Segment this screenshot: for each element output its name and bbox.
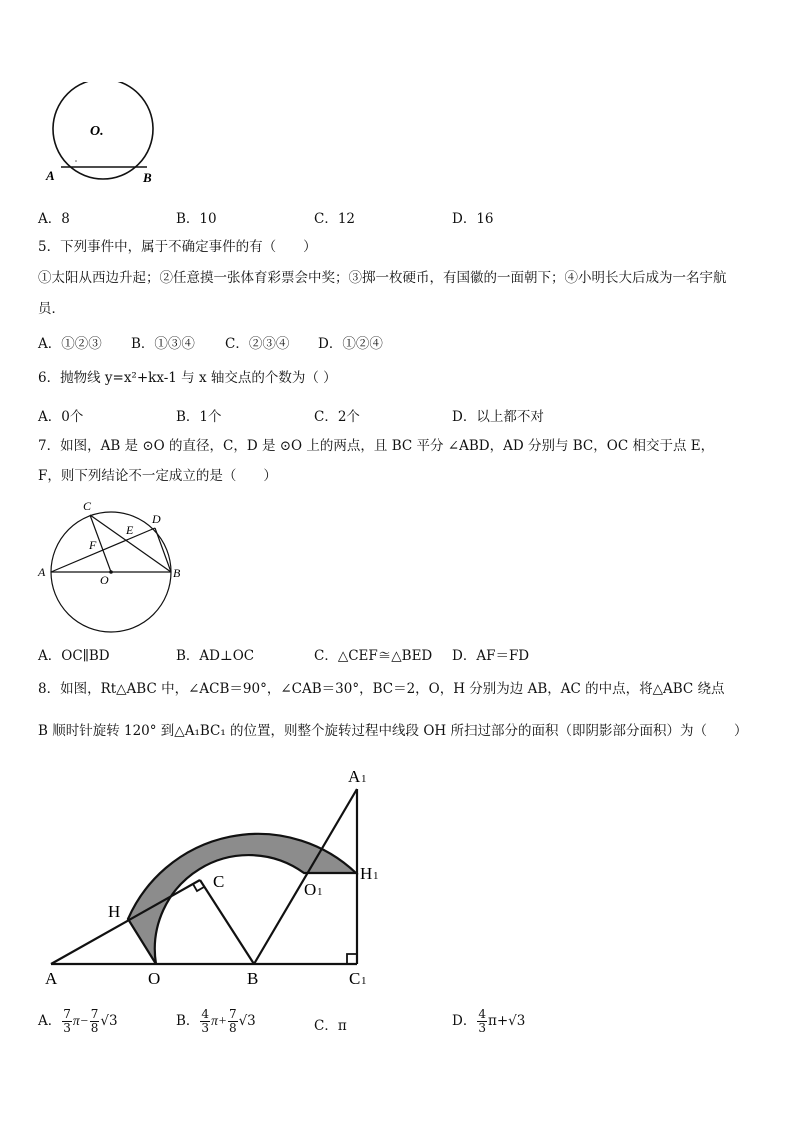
q5-body-line1: ①太阳从西边升起；②任意摸一张体育彩票会中奖；③掷一枚硬币，有国徽的一面朝下；④小明长大后成为一名宇航	[38, 270, 727, 286]
q8-label-c1-sub: 1	[361, 975, 367, 987]
q8-label-a1: A	[348, 767, 361, 786]
q5-option-a: A．①②③	[38, 336, 102, 352]
label-a: A	[46, 168, 55, 183]
q7-label-e: E	[126, 523, 134, 537]
q8-option-b	[176, 1008, 256, 1035]
q8-a-tail: √3	[100, 1013, 118, 1029]
q8-a-mid: π−	[72, 1013, 89, 1028]
segment-bd	[155, 528, 171, 572]
q8-label-b: B	[247, 969, 259, 988]
q6-option-d: D．以上都不对	[452, 409, 544, 425]
q8-option-c: C．π	[314, 1018, 347, 1034]
circle-figure-1	[40, 82, 170, 190]
line-a-c	[51, 880, 200, 964]
q8-label-c: C	[213, 872, 225, 891]
q4-option-a: A．8	[38, 211, 70, 227]
q8-label-h1-sub: 1	[373, 870, 379, 882]
q7-stem-line2: F，则下列结论不一定成立的是（ ）	[38, 468, 277, 484]
frac-den: 8	[228, 1021, 237, 1035]
q6-stem: 6．抛物线 y=x²+kx-1 与 x 轴交点的个数为（ ）	[38, 370, 337, 386]
q8-b-prefix: B．	[176, 1013, 200, 1029]
q8-label-a: A	[45, 969, 58, 988]
q7-label-b: B	[173, 566, 181, 580]
q8-a-frac1	[62, 1008, 72, 1035]
q7-option-c: C．△CEF≅△BED	[314, 648, 433, 664]
frac-num: 7	[63, 1007, 71, 1021]
frac-num: 7	[90, 1007, 99, 1021]
line-c-b	[200, 880, 254, 964]
label-b: B	[143, 170, 152, 185]
q8-label-h: H	[108, 902, 121, 921]
q8-b-mid: π+	[211, 1013, 227, 1028]
q8-b-frac2	[228, 1008, 238, 1035]
q7-label-o: O	[100, 573, 109, 587]
q8-a-prefix: A．	[38, 1013, 62, 1029]
q7-label-d: D	[152, 512, 161, 526]
frac-den: 3	[478, 1021, 486, 1035]
q5-option-c: C．②③④	[225, 336, 290, 352]
q4-option-d: D．16	[452, 211, 494, 227]
q7-label-c: C	[83, 499, 92, 513]
q7-option-d: D．AF＝FD	[452, 648, 530, 664]
frac-num: 7	[228, 1007, 237, 1021]
q8-label-h1: H	[360, 864, 373, 883]
q8-label-a1-sub: 1	[361, 773, 367, 785]
q5-stem: 5．下列事件中，属于不确定事件的有（ ）	[38, 239, 317, 255]
q7-label-a: A	[38, 565, 46, 579]
frac-den: 3	[63, 1021, 71, 1035]
frac-num: 4	[478, 1007, 486, 1021]
q8-figure	[30, 755, 400, 995]
q6-option-b: B．1个	[176, 409, 222, 425]
q7-option-a: A．OC∥BD	[38, 648, 110, 664]
q8-label-o: O	[148, 969, 161, 988]
q8-option-a	[38, 1008, 118, 1035]
q6-option-a: A．0个	[38, 409, 84, 425]
q7-label-f: F	[89, 538, 97, 552]
q8-label-o1: O	[304, 880, 317, 899]
q8-option-d	[452, 1008, 525, 1035]
q8-b-tail: √3	[238, 1013, 256, 1029]
q7-stem-line1: 7．如图，AB 是 ⊙O 的直径，C，D 是 ⊙O 上的两点，且 BC 平分 ∠ABD，AD 分别与 BC，OC 相交于点 E，	[38, 438, 715, 454]
q8-d-frac1	[477, 1008, 487, 1035]
q7-option-b: B．AD⊥OC	[176, 648, 255, 664]
q8-a-frac2	[90, 1008, 100, 1035]
label-center-o: O.	[90, 124, 104, 139]
q4-option-b: B．10	[176, 211, 217, 227]
line-b-a1	[254, 789, 357, 964]
right-angle-c1	[347, 954, 357, 964]
q8-b-frac1	[200, 1008, 210, 1035]
q7-figure	[34, 496, 194, 636]
q8-d-tail: π+√3	[487, 1013, 526, 1029]
q5-body-line2: 员．	[38, 301, 65, 317]
q8-d-prefix: D．	[452, 1013, 477, 1029]
q8-stem-line1: 8．如图，Rt△ABC 中，∠ACB＝90°，∠CAB＝30°，BC＝2，O，H 分别为边 AB，AC 的中点，将△ABC 绕点	[38, 681, 725, 697]
q8-label-c1: C	[349, 969, 361, 988]
q4-option-c: C．12	[314, 211, 356, 227]
q6-option-c: C．2个	[314, 409, 360, 425]
q5-option-b: B．①③④	[131, 336, 195, 352]
q8-stem-line2: B 顺时针旋转 120° 到△A₁BC₁ 的位置，则整个旋转过程中线段 OH 所扫过部分的面积（即阴影部分面积）为（ ）	[38, 723, 748, 739]
q8-label-o1-sub: 1	[317, 886, 323, 898]
q5-option-d: D．①②④	[318, 336, 383, 352]
frac-den: 8	[90, 1021, 99, 1035]
frac-num: 4	[201, 1007, 210, 1021]
frac-den: 3	[201, 1021, 210, 1035]
